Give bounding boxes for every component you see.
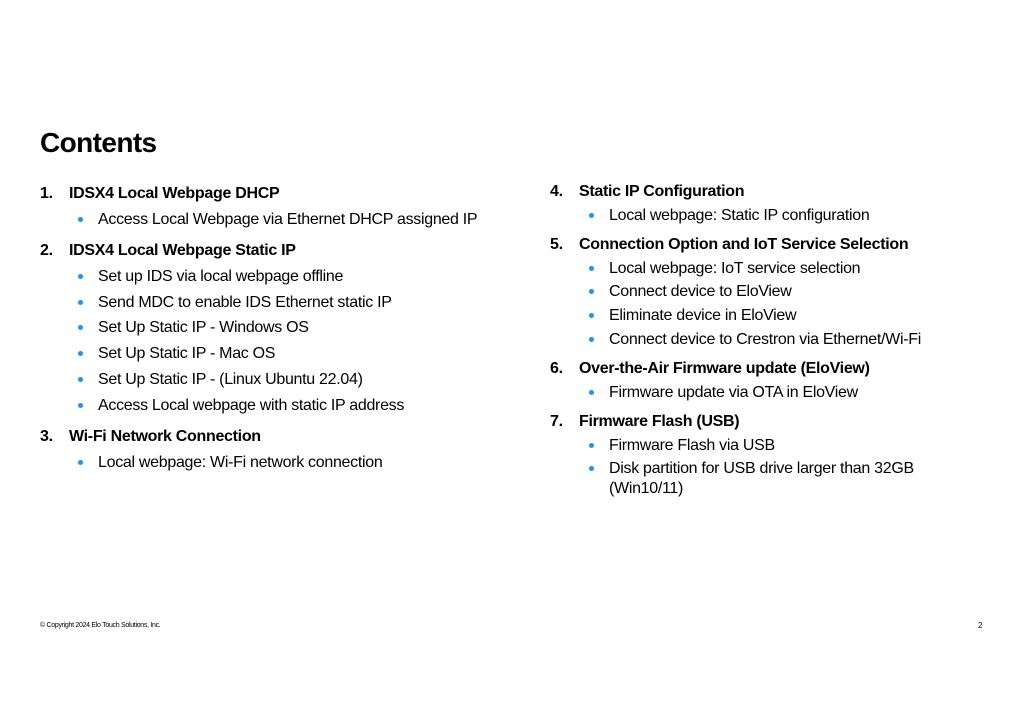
section-number: 7. (550, 413, 563, 430)
section-title: IDSX4 Local Webpage Static IP (69, 242, 296, 259)
section-number: 5. (550, 236, 563, 253)
section-title: Wi-Fi Network Connection (69, 428, 261, 445)
section-number: 6. (550, 360, 563, 377)
page-number: 2 (978, 621, 983, 630)
toc-item-label: Set Up Static IP - Windows OS (98, 319, 309, 336)
bullet-icon (589, 289, 594, 294)
section-title: Firmware Flash (USB) (579, 413, 740, 430)
toc-item-label: Firmware Flash via USB (609, 437, 775, 454)
toc-item-label: Firmware update via OTA in EloView (609, 384, 858, 401)
section-title: IDSX4 Local Webpage DHCP (69, 185, 280, 202)
toc-item-label: Connect device to Crestron via Ethernet/Wi-Fi (609, 331, 921, 348)
toc-item-label: Local webpage: Static IP configuration (609, 207, 870, 224)
toc-item-label: Access Local webpage with static IP address (98, 397, 405, 414)
section-title: Connection Option and IoT Service Selection (579, 236, 909, 253)
toc-item-label: Access Local Webpage via Ethernet DHCP assigned IP (98, 211, 478, 228)
bullet-icon (589, 337, 594, 342)
bullet-icon (589, 466, 594, 471)
toc-item-label: Connect device to EloView (609, 283, 792, 300)
toc-item-label: Disk partition for USB drive larger than 32GB (Win10/11) (609, 460, 914, 497)
section-number: 2. (40, 242, 53, 259)
bullet-icon (589, 443, 594, 448)
bullet-icon (589, 313, 594, 318)
toc-item-label: Send MDC to enable IDS Ethernet static IP (98, 294, 392, 311)
toc-item-label: Local webpage: Wi-Fi network connection (98, 454, 383, 471)
page-title: Contents (40, 127, 157, 158)
toc-item-label: Set Up Static IP - (Linux Ubuntu 22.04) (98, 371, 363, 388)
section-number: 3. (40, 428, 53, 445)
toc-item-label: Eliminate device in EloView (609, 307, 797, 324)
bullet-icon (589, 390, 594, 395)
section-title: Static IP Configuration (579, 183, 745, 200)
section-number: 1. (40, 185, 53, 202)
toc-item-label: Local webpage: IoT service selection (609, 260, 861, 277)
bullet-icon (589, 266, 594, 271)
toc-item-label: Set up IDS via local webpage offline (98, 268, 344, 285)
toc-item-label: Set Up Static IP - Mac OS (98, 345, 276, 362)
bullet-icon (589, 213, 594, 218)
section-number: 4. (550, 183, 563, 200)
copyright-notice: © Copyright 2024 Elo Touch Solutions, Inc. (40, 622, 161, 629)
section-title: Over-the-Air Firmware update (EloView) (579, 360, 870, 377)
